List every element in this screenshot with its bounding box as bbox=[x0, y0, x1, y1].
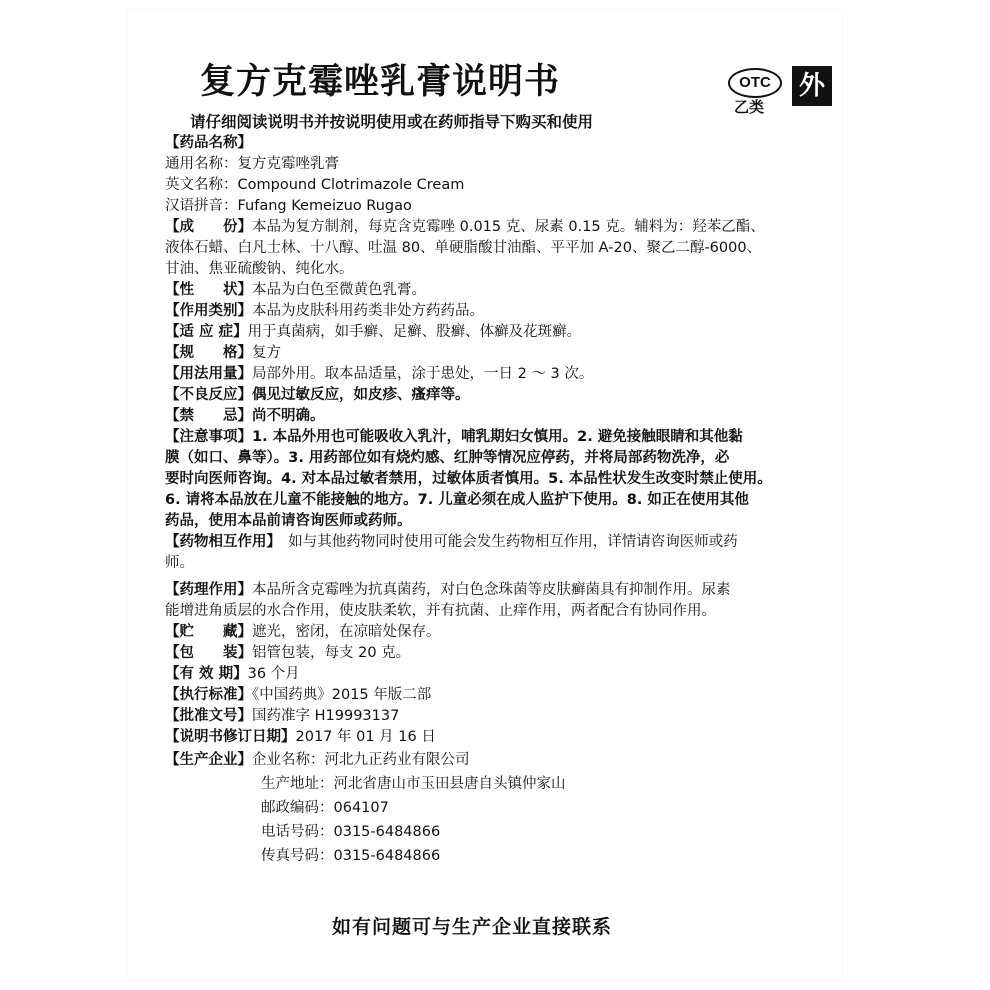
caution-line-3: 要时向医师咨询。4. 对本品过敏者禁用，过敏体质者慎用。5. 本品性状发生改变时禁止使用。 bbox=[165, 471, 772, 487]
drug-name-section: 【药品名称】 bbox=[165, 135, 252, 151]
generic-name: 通用名称：复方克霉唑乳膏 bbox=[165, 156, 339, 172]
caution-section: 【注意事项】1. 本品外用也可能吸收入乳汁，哺乳期妇女慎用。2. 避免接触眼睛和其他黏 bbox=[165, 429, 743, 445]
footer-note: 如有问题可与生产企业直接联系 bbox=[332, 916, 613, 938]
external-use-badge: 外 bbox=[792, 66, 832, 106]
validity-section: 【有 效 期】36 个月 bbox=[165, 666, 300, 682]
category-section: 【作用类别】本品为皮肤科用药类非处方药药品。 bbox=[165, 303, 484, 319]
usage-section: 【用法用量】局部外用。取本品适量，涂于患处，一日 2 ～ 3 次。 bbox=[165, 366, 594, 382]
fax-line: 传真号码：0315-6484866 bbox=[261, 848, 441, 864]
composition-section: 【成 份】本品为复方制剂，每克含克霉唑 0.015 克、尿素 0.15 克。辅料为：羟苯乙酯、 bbox=[165, 219, 765, 235]
composition-line-2: 液体石蜡、白凡士林、十八醇、吐温 80、单硬脂酸甘油酯、平平加 A-20、聚乙二醇-6000、 bbox=[165, 240, 762, 256]
otc-badge: OTC bbox=[728, 68, 782, 98]
revision-section: 【说明书修订日期】2017 年 01 月 16 日 bbox=[165, 729, 436, 745]
pharmacology-section: 【药理作用】本品所含克霉唑为抗真菌药，对白色念珠菌等皮肤癣菌具有抑制作用。尿素 bbox=[165, 582, 731, 598]
indication-section: 【适 应 症】用于真菌病，如手癣、足癣、股癣、体癣及花斑癣。 bbox=[165, 324, 582, 340]
pharmacology-line-2: 能增进角质层的水合作用，使皮肤柔软，并有抗菌、止痒作用，两者配合有协同作用。 bbox=[165, 603, 716, 619]
interaction-section: 【药物相互作用】 如与其他药物同时使用可能会发生药物相互作用，详情请咨询医师或药 bbox=[165, 534, 738, 550]
caution-line-2: 膜（如口、鼻等）。3. 用药部位如有烧灼感、红肿等情况应停药，并将局部药物洗净，必 bbox=[165, 450, 730, 466]
spec-section: 【规 格】复方 bbox=[165, 345, 281, 361]
phone-line: 电话号码：0315-6484866 bbox=[261, 824, 441, 840]
english-name: 英文名称：Compound Clotrimazole Cream bbox=[165, 177, 465, 193]
standard-section: 【执行标准】《中国药典》2015 年版二部 bbox=[165, 687, 432, 703]
category-badge: 乙类 bbox=[734, 98, 765, 116]
adverse-section: 【不良反应】偶见过敏反应，如皮疹、瘙痒等。 bbox=[165, 387, 470, 403]
manufacturer-section: 【生产企业】企业名称：河北九正药业有限公司 bbox=[165, 752, 470, 768]
postcode-line: 邮政编码：064107 bbox=[261, 800, 389, 816]
page-title: 复方克霉唑乳膏说明书 bbox=[200, 62, 561, 102]
caution-line-5: 药品，使用本品前请咨询医师或药师。 bbox=[165, 513, 412, 529]
composition-line-3: 甘油、焦亚硫酸钠、纯化水。 bbox=[165, 261, 354, 277]
pinyin-name: 汉语拼音：Fufang Kemeizuo Rugao bbox=[165, 198, 412, 214]
interaction-line-2: 师。 bbox=[165, 555, 194, 571]
approval-section: 【批准文号】国药准字 H19993137 bbox=[165, 708, 400, 724]
caution-line-4: 6. 请将本品放在儿童不能接触的地方。7. 儿童必须在成人监护下使用。8. 如正在使用其他 bbox=[165, 492, 749, 508]
package-section: 【包 装】铝管包装，每支 20 克。 bbox=[165, 645, 411, 661]
storage-section: 【贮 藏】遮光，密闭，在凉暗处保存。 bbox=[165, 624, 441, 640]
address-line: 生产地址：河北省唐山市玉田县唐自头镇仲家山 bbox=[261, 776, 566, 792]
leaflet-content bbox=[165, 133, 845, 867]
contraindication-section: 【禁 忌】尚不明确。 bbox=[165, 408, 325, 424]
character-section: 【性 状】本品为白色至微黄色乳膏。 bbox=[165, 282, 426, 298]
subtitle: 请仔细阅读说明书并按说明使用或在药师指导下购买和使用 bbox=[190, 113, 594, 131]
